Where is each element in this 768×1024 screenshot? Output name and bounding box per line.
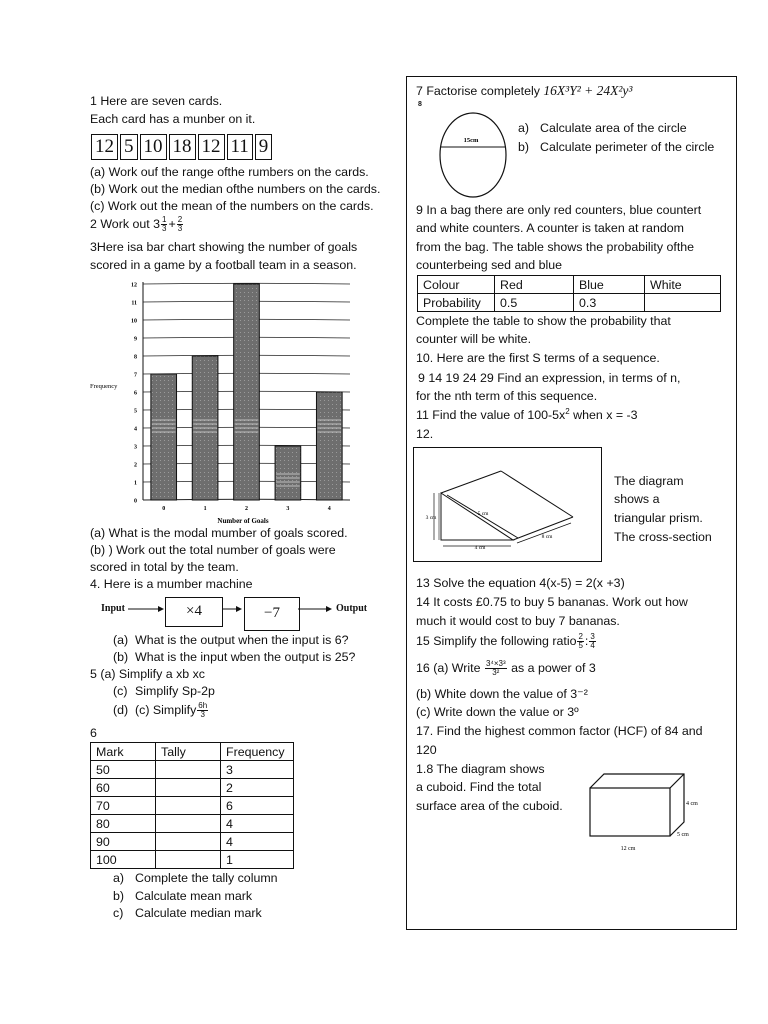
table-cell: 3 xyxy=(221,761,294,779)
q5-part-d: (d) (c) Simplify $\frac{6h}{3}$ xyxy=(113,701,208,719)
machine-input-label: Input xyxy=(101,603,125,614)
q4-part-a: (a) What is the output when the input is 6? xyxy=(113,633,349,647)
q6-number: 6 xyxy=(90,726,97,740)
q11: 11 Find the value of $100-5x^2$ when x = -3 xyxy=(416,407,638,423)
q10-line1: 10. Here are the first S terms of a sequence. xyxy=(416,351,660,365)
q14-line2: much it would cost to buy 7 bananas. xyxy=(416,614,620,628)
q6-part-a: a) Complete the tally column xyxy=(113,871,278,885)
q16-part-c: (c) Write down the value or 3º xyxy=(416,705,579,719)
prism-height-label: 3 cm xyxy=(425,515,437,521)
q3-part-a: (a) What is the modal mumber of goals scored. xyxy=(90,526,348,540)
q3-part-b-line1: (b) ) Work out the total number of goals were xyxy=(90,543,336,557)
cuboid-height-label: 4 cm xyxy=(686,801,698,807)
table-header: Mark xyxy=(91,743,156,761)
tally-cell[interactable] xyxy=(156,779,221,797)
q4-part-b: (b) What is the input wben the output is 25? xyxy=(113,650,356,664)
y-tick-label: 5 xyxy=(134,408,137,415)
q6-part-b: b) Calculate mean mark xyxy=(113,889,253,903)
q2: 2 Work out 3 $\frac{1}{3}$ + $\frac{2}{3}$ xyxy=(90,215,183,233)
table-cell: 100 xyxy=(91,851,156,869)
card: 12 xyxy=(91,134,118,160)
cuboid-width-label: 12 cm xyxy=(620,846,636,852)
table-row xyxy=(91,761,294,779)
prism-base-label: 4 cm xyxy=(474,545,486,551)
q1-line2: Each card has a munber on it. xyxy=(90,112,256,126)
card: 5 xyxy=(120,134,138,160)
x-tick-label: 0 xyxy=(162,506,166,512)
q8-part-a: a) Calculate area of the circle xyxy=(518,121,687,135)
tally-cell[interactable] xyxy=(156,761,221,779)
table-header: Colour xyxy=(418,276,495,294)
prism-length-label: 8 cm xyxy=(541,534,553,540)
table-header-row xyxy=(91,743,294,761)
bar-goals-0 xyxy=(151,374,177,500)
q16-part-a: 16 (a) Write $\frac{\text{3⁴×3³}}{\text{3²}}$ as a power of 3 xyxy=(416,659,596,677)
table-cell: 60 xyxy=(91,779,156,797)
table-header: Frequency xyxy=(221,743,294,761)
q9-line4: counterbeing sed and blue xyxy=(416,258,563,272)
triangular-prism-diagram xyxy=(425,465,595,555)
table-cell: 0.3 xyxy=(574,294,645,312)
x-tick-label: 4 xyxy=(327,506,331,512)
q9-line6: counter will be white. xyxy=(416,332,532,346)
table-row xyxy=(418,294,721,312)
q1-part-c: (c) Work out the mean of the numbers on the cards. xyxy=(90,199,374,213)
table-cell: 70 xyxy=(91,797,156,815)
q7-text: 7 Factorise completely 16X³Y² + 24X²y³ xyxy=(416,83,633,98)
probability-table xyxy=(417,275,721,312)
y-tick-label: 0 xyxy=(134,498,137,505)
x-axis-label: Number of Goals xyxy=(217,517,269,525)
q12-number: 12. xyxy=(416,427,434,441)
table-row xyxy=(91,851,294,869)
cuboid-depth-label: 5 cm xyxy=(677,832,689,838)
q17-line1: 17. Find the highest common factor (HCF) of 84 and xyxy=(416,724,703,738)
q9-line5: Complete the table to show the probability that xyxy=(416,314,671,328)
goals-bar-chart xyxy=(88,276,374,526)
table-cell: 2 xyxy=(221,779,294,797)
tally-cell[interactable] xyxy=(156,815,221,833)
q8-part-b: b) Calculate perimeter of the circle xyxy=(518,140,715,154)
q12-desc-3: triangular prism. xyxy=(614,511,703,525)
q10-line3: for the nth term of this sequence. xyxy=(416,389,598,403)
prism-slant-label: 5 cm xyxy=(477,511,489,517)
q3-line2: scored in a game by a football team in a season. xyxy=(90,258,357,272)
card: 10 xyxy=(140,134,167,160)
q15: 15 Simplify the following ratio $\frac{2}{5}$ : $\frac{3}{4}$ xyxy=(416,632,595,650)
q9-line2: and white counters. A counter is taken at random xyxy=(416,221,684,235)
circle-dimension-label: 15cm xyxy=(463,137,479,144)
machine-output-label: Output xyxy=(336,603,368,614)
q17-line2: 120 xyxy=(416,743,437,757)
y-tick-label: 10 xyxy=(131,318,137,325)
card: 18 xyxy=(169,134,196,160)
table-header: Tally xyxy=(156,743,221,761)
x-tick-label: 1 xyxy=(203,506,207,512)
table-cell: 6 xyxy=(221,797,294,815)
cards-row xyxy=(91,134,274,160)
number-machine-arrows xyxy=(126,596,336,626)
x-tick-label: 3 xyxy=(286,506,290,512)
card: 9 xyxy=(255,134,273,160)
bar-goals-4 xyxy=(316,392,342,500)
table-header: Red xyxy=(495,276,574,294)
q18-line2: a cuboid. Find the total xyxy=(416,780,542,794)
card: 12 xyxy=(198,134,225,160)
machine-box-subtract: −7 xyxy=(244,597,300,631)
table-cell: 4 xyxy=(221,833,294,851)
y-tick-label: 1 xyxy=(134,480,137,487)
circle-diagram xyxy=(436,110,512,202)
y-tick-label: 8 xyxy=(134,354,137,361)
card: 11 xyxy=(227,134,253,160)
q1-part-a: (a) Work ouf the range ofthe rumbers on the cards. xyxy=(90,165,369,179)
table-cell: 0.5 xyxy=(495,294,574,312)
q9-line1: 9 In a bag there are only red counters, blue countert xyxy=(416,203,702,217)
q6-part-c: c) Calculate median mark xyxy=(113,906,262,920)
table-cell: 90 xyxy=(91,833,156,851)
y-tick-label: 12 xyxy=(131,282,137,289)
tally-cell[interactable] xyxy=(156,797,221,815)
q13: 13 Solve the equation 4(x-5) = 2(x +3) xyxy=(416,576,625,590)
q10-line2: 9 14 19 24 29 Find an expression, in terms of n, xyxy=(418,371,681,385)
tally-cell[interactable] xyxy=(156,851,221,869)
q14-line1: 14 It costs £0.75 to buy 5 bananas. Work out how xyxy=(416,595,688,609)
machine-box-multiply: ×4 xyxy=(165,597,223,627)
table-row xyxy=(91,833,294,851)
q5-part-c: (c) Simplify Sp-2p xyxy=(113,684,215,698)
table-row xyxy=(91,779,294,797)
q12-desc-2: shows a xyxy=(614,492,660,506)
table-cell: 1 xyxy=(221,851,294,869)
table-cell: Probability xyxy=(418,294,495,312)
q18-line1: 1.8 The diagram shows xyxy=(416,762,545,776)
q12-desc-4: The cross-section xyxy=(614,530,712,544)
q4-title: 4. Here is a mumber machine xyxy=(90,577,253,591)
q1-line1: 1 Here are seven cards. xyxy=(90,94,223,108)
q9-line3: from the bag. The table shows the probability ofthe xyxy=(416,240,695,254)
q3-line1: 3Here isa bar chart showing the number of goals xyxy=(90,240,358,254)
y-tick-label: 7 xyxy=(134,372,137,379)
table-header: Blue xyxy=(574,276,645,294)
q12-desc-1: The diagram xyxy=(614,474,684,488)
q1-part-b: (b) Work out the median ofthe numbers on the cards. xyxy=(90,182,381,196)
q3-part-b-line2: scored in total by the team. xyxy=(90,560,239,574)
y-axis-label: Frequency xyxy=(90,383,118,390)
table-row xyxy=(91,815,294,833)
y-tick-label: 9 xyxy=(134,336,137,343)
y-tick-label: 11 xyxy=(131,300,137,307)
y-tick-label: 4 xyxy=(134,426,137,433)
q18-line3: surface area of the cuboid. xyxy=(416,799,563,813)
q5-part-a: 5 (a) Simplify a xb xc xyxy=(90,667,205,681)
q8-marker: 8 xyxy=(418,101,422,108)
table-header-row xyxy=(418,276,721,294)
table-cell: 4 xyxy=(221,815,294,833)
white-probability-cell[interactable] xyxy=(645,294,721,312)
table-header: White xyxy=(645,276,721,294)
table-row xyxy=(91,797,294,815)
y-tick-label: 2 xyxy=(134,462,137,469)
cuboid-diagram xyxy=(580,768,710,858)
y-tick-label: 3 xyxy=(134,444,137,451)
x-tick-label: 2 xyxy=(245,506,248,512)
table-cell: 50 xyxy=(91,761,156,779)
tally-cell[interactable] xyxy=(156,833,221,851)
bar-goals-3 xyxy=(275,446,301,500)
q16-part-b: (b) White down the value of 3⁻² xyxy=(416,687,588,701)
table-cell: 80 xyxy=(91,815,156,833)
marks-table xyxy=(90,742,294,869)
bar-goals-2 xyxy=(234,284,260,500)
y-tick-label: 6 xyxy=(134,390,137,397)
